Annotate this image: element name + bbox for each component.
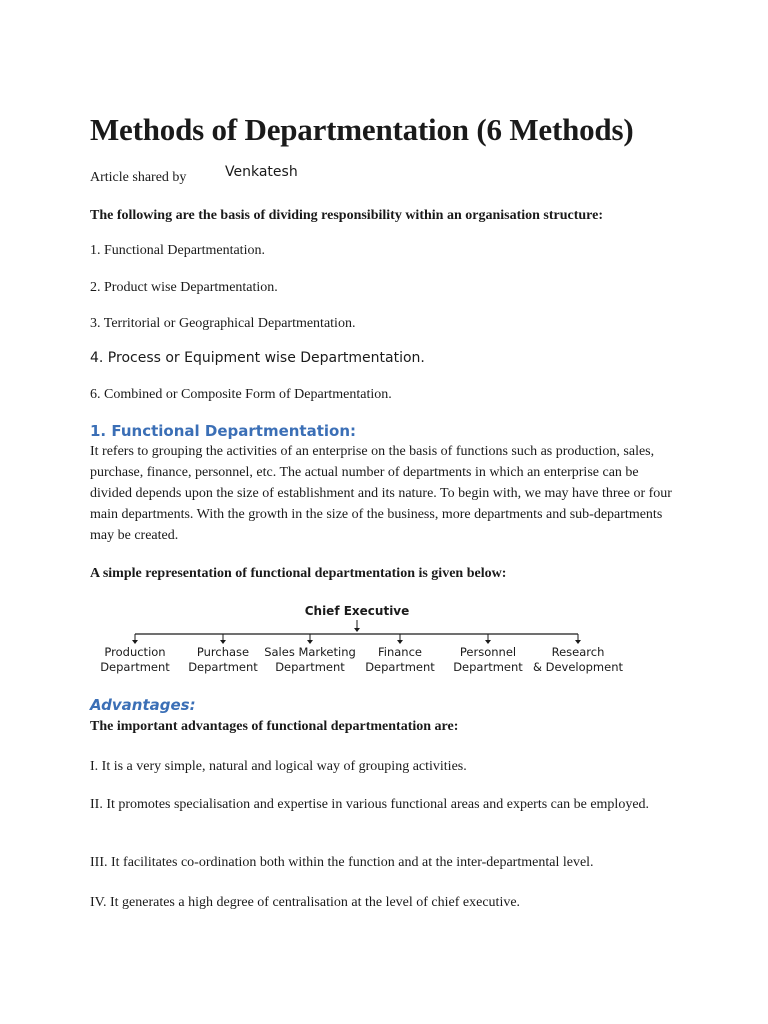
chart-dept-label-3-line-1: Sales Marketing (264, 645, 356, 659)
chart-dept-label-3-line-2: Department (275, 660, 345, 674)
chart-dept-label-5-line-1: Personnel (459, 645, 517, 659)
chart-dept-label-5-line-2: Department (453, 660, 523, 674)
advantages-intro: The important advantages of functional departmentation are: (90, 719, 459, 734)
chart-connector-arrow (354, 628, 360, 632)
chart-dept-label-1-line-2: Department (100, 660, 170, 674)
chart-dept-label-4-line-2: Department (365, 660, 435, 674)
chart-branch-arrow (132, 640, 138, 644)
page-title: Methods of Departmentation (6 Methods) (90, 112, 634, 147)
chart-branch-arrow (575, 640, 581, 644)
chart-top-label: Chief Executive (304, 604, 410, 618)
chart-dept-label-2-line-1: Purchase (196, 645, 250, 659)
method-item-4: 4. Process or Equipment wise Departmentation. (90, 350, 425, 366)
advantage-item-4: IV. It generates a high degree of centralisation at the level of chief executive. (90, 895, 521, 910)
method-item-3: 3. Territorial or Geographical Departmentation. (90, 316, 356, 331)
chart-branch-arrow (397, 640, 403, 644)
chart-branch-arrow (307, 640, 313, 644)
chart-branch-arrow (220, 640, 226, 644)
author-name[interactable]: Venkatesh (225, 164, 298, 180)
chart-dept-label-1-line-1: Production (104, 645, 166, 659)
chart-dept-label-4-line-1: Finance (378, 645, 422, 659)
section-heading-functional: 1. Functional Departmentation: (90, 422, 357, 440)
method-item-2: 2. Product wise Departmentation. (90, 280, 278, 295)
advantages-heading: Advantages: (90, 696, 196, 714)
chart-dept-label-6-line-2: & Development (532, 660, 624, 674)
method-item-6: 6. Combined or Composite Form of Departmentation. (90, 387, 392, 402)
advantage-item-1: I. It is a very simple, natural and logical way of grouping activities. (90, 759, 467, 774)
method-item-1: 1. Functional Departmentation. (90, 243, 265, 258)
chart-dept-label-6-line-1: Research (551, 645, 605, 659)
advantage-item-3: III. It facilitates co-ordination both within the function and at the inter-departmental level. (90, 855, 594, 870)
advantage-item-2: II. It promotes specialisation and expertise in various functional areas and experts can be employed. (90, 797, 650, 812)
org-chart (90, 600, 630, 682)
byline-label: Article shared by (90, 170, 187, 185)
chart-dept-label-2-line-2: Department (188, 660, 258, 674)
chart-branch-arrow (485, 640, 491, 644)
intro-text: The following are the basis of dividing responsibility within an organisation structure: (90, 208, 604, 223)
representation-label: A simple representation of functional departmentation is given below: (90, 566, 507, 581)
section-body-functional: It refers to grouping the activities of an enterprise on the basis of functions such as production, sales, purchase, finance, personnel, etc. The actual number of departments in which an enterprise can be divided depends upon the size of establishment and its nature. To begin with, we may have three or four main departments. With the growth in the size of the business, more departments and sub-departments may be created. (90, 444, 672, 543)
